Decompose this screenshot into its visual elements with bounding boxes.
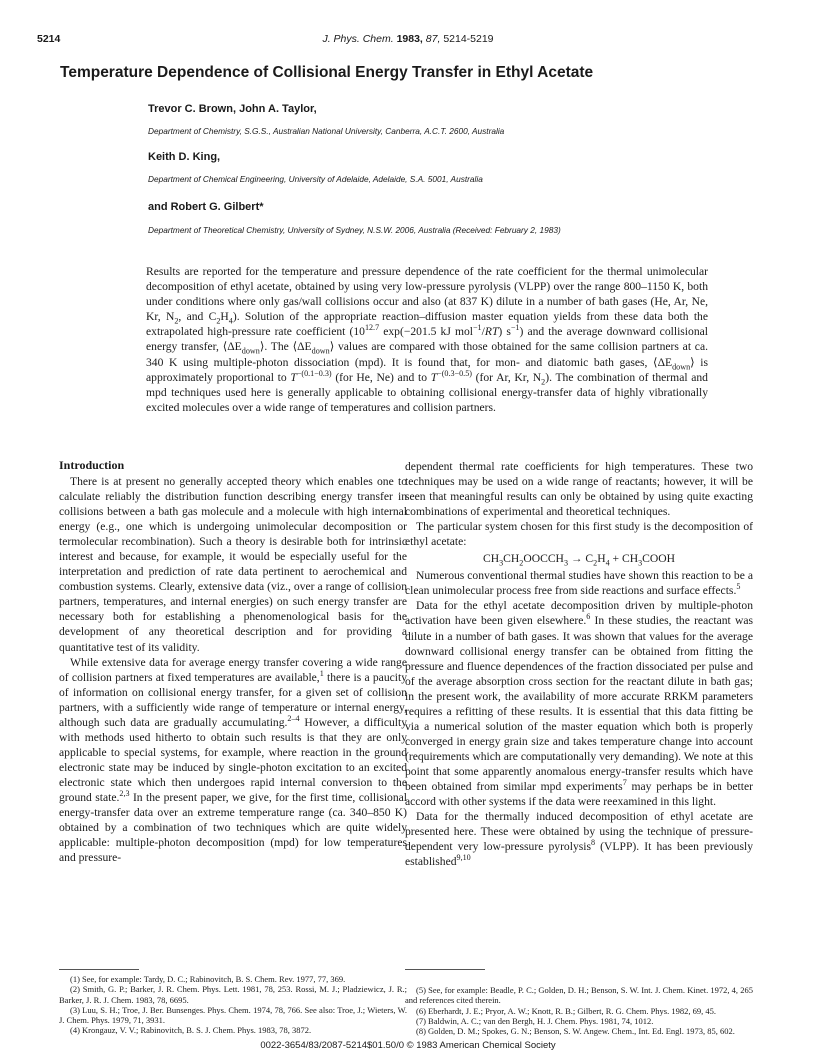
author-names-1: Trevor C. Brown, John A. Taylor, [148,103,317,115]
paragraph: While extensive data for average energy transfer covering a wide range of collision partners at fixed temperatures are available,$^1$ there is a paucity of information on collisional energy transfer, for a given set of collision partners, with a sufficiently wide range of temperature or internal energy, although such data are gradually accumulating.$^{2-4}$ However, a difficulty with methods used hitherto to obtain such results is that they are only applicable to special systems, for example, where reaction in the ground electronic state may be induced by single-photon excitation to an excited electronic state which then undergoes rapid internal conversion to the ground state.$^{2,3}$ In the present paper, we give, for the first time, collisional energy-transfer data over an extreme temperature range (ca. 340–850 K) obtained by a combination of two techniques which are quite widely applicable: multiple-photon decomposition (mpd) for low temperatures and pressure- [59,655,408,865]
footnote: (2) Smith, G. P.; Barker, J. R. Chem. Phys. Lett. 1981, 78, 253. Rossi, M. J.; Pladziewicz, J. R.; Barker, J. R. J. Chem. 1983, 78, 6695. [59,984,407,1005]
affiliation-1: Department of Chemistry, S.G.S., Australian National University, Canberra, A.C.T. 2600, Australia [148,126,505,136]
journal-name: J. Phys. Chem. [322,33,394,45]
body-column-right [405,459,753,869]
section-heading-introduction: Introduction [59,458,125,472]
paragraph: There is at present no generally accepted theory which enables one to calculate reliably the distribution function describing energy transfer in collisions between a bath gas molecule and a molecule with high internal energy (e.g., one which is undergoing unimolecular decomposition or termolecular recombination). Such a theory is desirable both for intrinsic interest and because, for example, it would be especially useful for the interpretation and prediction of rate data pertinent to aerochemical and combustion systems. Clearly, extensive data (viz., over a range of collision partners, temperatures, and internal energies) on such energy transfer are necessary both for establishing a phenomenological basis for the development of any theoretical description and for providing a quantitative test of its validity. [59,475,407,654]
journal-year: 1983, [396,33,423,45]
article-title: Temperature Dependence of Collisional Energy Transfer in Ethyl Acetate [60,64,594,81]
copyright-footer: 0022-3654/83/2087-5214$01.50/0 © 1983 American Chemical Society [260,1040,556,1051]
journal-pages: 5214-5219 [443,33,494,45]
page-number: 5214 [37,33,61,45]
footnotes-right [405,985,753,1036]
affiliation-2: Department of Chemical Engineering, University of Adelaide, Adelaide, S.A. 5001, Australia [148,174,483,184]
author-names-3: and Robert G. Gilbert* [148,201,264,213]
abstract: Results are reported for the temperature and pressure dependence of the rate coefficient for the thermal unimolecular decomposition of ethyl acetate, obtained by using very low-pressure pyrolysis (VLPP) over the range 800–1150 K, both under conditions where only gas/wall collisions occur and also (at 837 K) dilute in a number of bath gases (He, Ar, Ne, Kr, $N_2$, and $C_2H_4$). Solution of the appropriate reaction–diffusion master equation yields from these data both the extrapolated high-pressure rate coefficient ($10^{12.7}$ exp(−201.5 kJ mol$^{-1}$/RT) $s^{-1}$) and the average downward collisional energy transfer, $⟨\Delta E_{down}⟩$. The $⟨\Delta E_{down}⟩$ values are compared with those obtained for the same collision partners at ca. 340 K using multiple-photon dissociation (mpd). It is found that, for mon- and diatomic bath gases, $⟨\Delta E_{down}⟩$ is approximately proportional to $T^{-(0.1-0.3)}$ (for He, Ne) and to $T^{-(0.3-0.5)}$ (for Ar, Kr, $N_2$). The combination of thermal and mpd techniques used here is generally applicable to obtaining collisional energy-transfer data of highly vibrationally excited molecules over a wide range of temperatures and collision partners. [146,265,708,414]
footnote: (7) Baldwin, A. C.; van den Bergh, H. J. Chem. Phys. 1981, 74, 1012. [416,1015,654,1026]
paragraph: dependent thermal rate coefficients for high temperatures. These two techniques may be used on a wide range of reactants; however, it will be seen that meaningful results can only be obtained by using quite exacting combinations of experimental and theoretical techniques. [405,460,753,519]
footnote: (3) Luu, S. H.; Troe, J. Ber. Bunsenges. Phys. Chem. 1974, 78, 766. See also: Troe, J.; Wieters, W. J. Chem. Phys. 1979, 71, 3931. [59,1004,407,1026]
paragraph: The particular system chosen for this first study is the decomposition of ethyl acetate: [405,520,753,549]
paragraph: Data for the ethyl acetate decomposition driven by multiple-photon activation have been given elsewhere.$^6$ In these studies, the reactant was dilute in a number of bath gases. It was shown that values for the average downward collisional energy transfer can be obtained from fitting the pressure and fluence dependences of the fraction dissociated per pulse and of the average absorption cross section for the reactant dilute in bath gas; in the present work, the availability of more accurate RRKM parameters requires a refitting of these results. It is essential that this data fitting be via a numerical solution of the master equation which both is properly converged in energy grain size and takes temperature change into account (requirements which are computationally very demanding). We note at this point that some apparently anomalous energy-transfer results which have been obtained from similar mpd experiments$^7$ may perhaps be in better accord with other systems if the data were reexamined in this light. [405,599,753,809]
author-names-2: Keith D. King, [148,151,221,163]
footnote: (5) See, for example: Beadle, P. C.; Golden, D. H.; Benson, S. W. Int. J. Chem. Kinet. 1972, 4, 265 and references cited therein. [405,985,753,1006]
journal-volume: 87, [425,33,441,45]
footnote: (6) Eberhardt, J. E.; Pryor, A. W.; Knott, R. B.; Gilbert, R. G. Chem. Phys. 1982, 69, 45. [416,1005,716,1016]
footnote: (4) Krongauz, V. V.; Rabinovitch, B. S. J. Chem. Phys. 1983, 78, 3872. [70,1025,312,1036]
footnote-divider [405,969,485,970]
paragraph: Numerous conventional thermal studies have shown this reaction to be a clean unimolecular process free from side reactions and surface effects.$^5$ [405,569,753,598]
footnote: (8) Golden, D. M.; Spokes, G. N.; Benson, S. W. Angew. Chem., Int. Ed. Engl. 1973, 85, 602. [416,1026,735,1037]
journal-citation [37,33,779,45]
body-column-left [59,474,407,865]
running-header [37,33,779,49]
footnote: (1) See, for example: Tardy, D. C.; Rabinovitch, B. S. Chem. Rev. 1977, 77, 369. [70,974,346,984]
footnote-divider [59,969,139,970]
affiliation-3: Department of Theoretical Chemistry, University of Sydney, N.S.W. 2006, Australia (Received: February 2, 1983) [148,225,561,235]
reaction-equation: $CH_3CH_2OOCCH_3 \to C_2H_4$ + $CH_3COOH$ [483,552,675,568]
paragraph: Data for the thermally induced decomposition of ethyl acetate are presented here. These were obtained by using the technique of pressure-dependent very low-pressure pyrolysis$^8$ (VLPP). It has been previously established$^{9,10}$ [405,810,753,869]
footnotes-left [59,974,407,1036]
